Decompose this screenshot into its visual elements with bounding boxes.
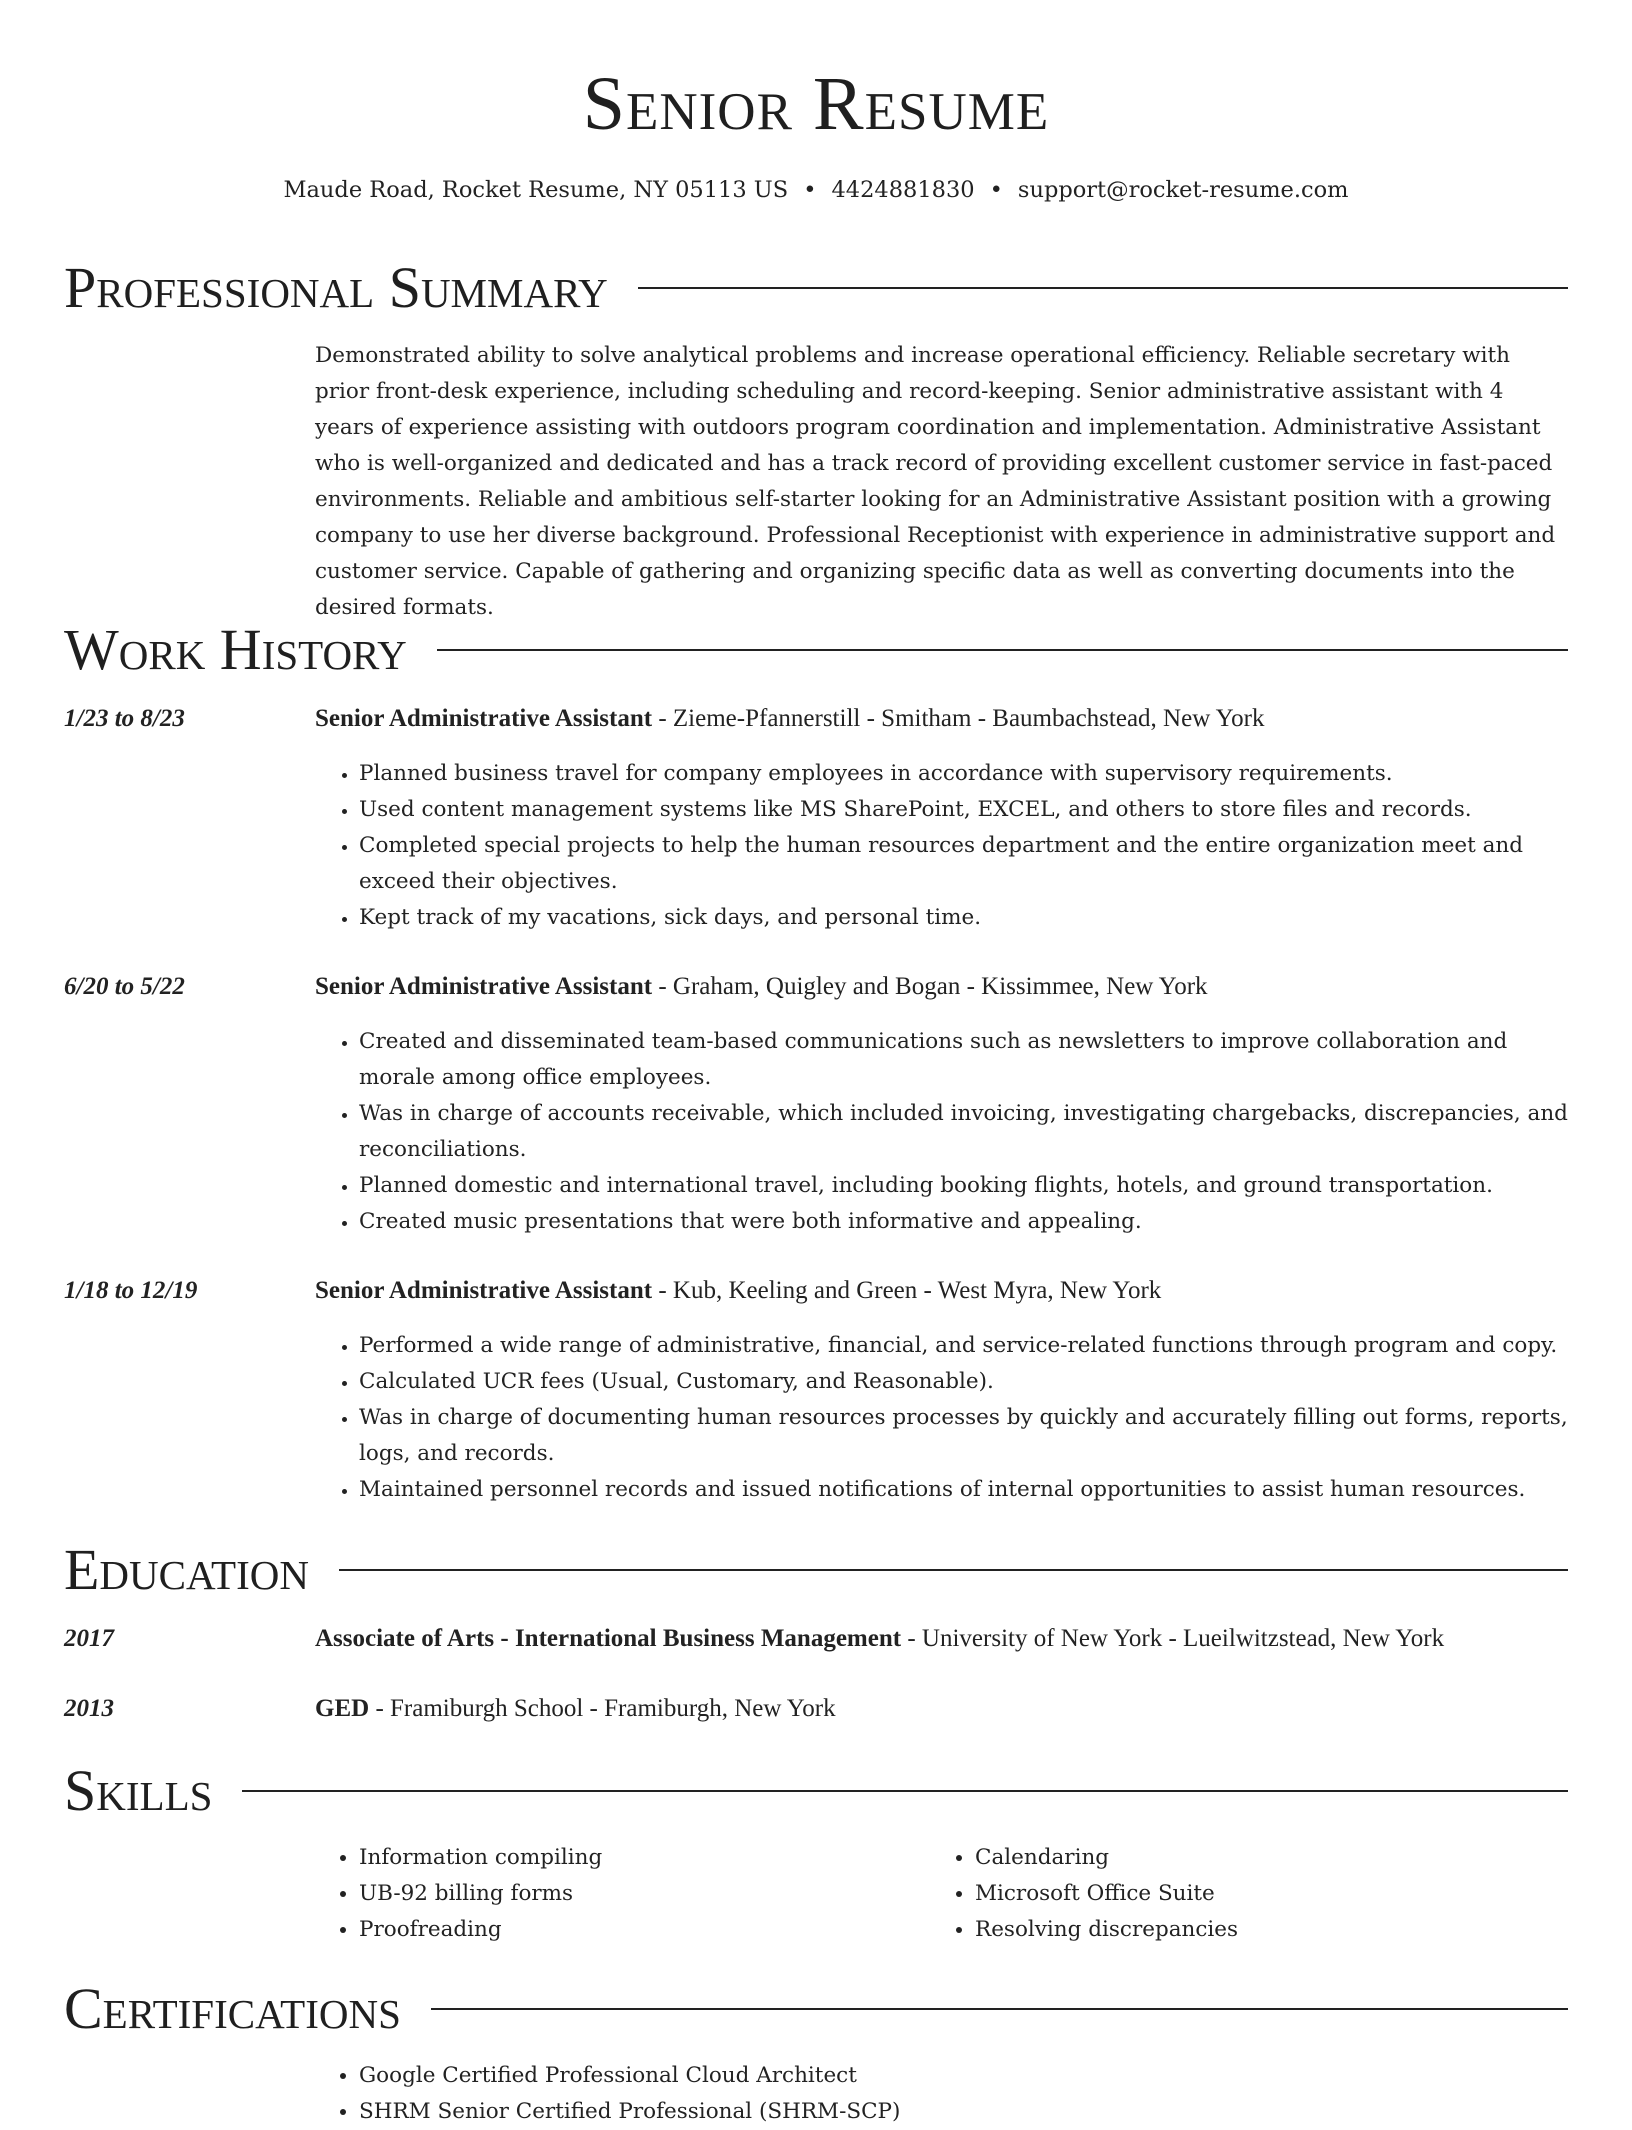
job-bullet: • Completed special projects to help the human resources department and the entire organization meet and exceed their objectives. (359, 828, 1568, 900)
job-bullet: • Kept track of my vacations, sick days, and personal time. (359, 900, 1568, 936)
section-title-education: Education (64, 1537, 309, 1602)
job-bullet: • Created and disseminated team-based communications such as newsletters to improve collaboration and morale among office employees. (359, 1024, 1568, 1096)
job-bullet: • Created music presentations that were both informative and appealing. (359, 1204, 1568, 1240)
job-bullet: • Performed a wide range of administrative, financial, and service-related functions through program and copy. (359, 1328, 1568, 1364)
summary-text: Demonstrated ability to solve analytical problems and increase operational efficiency. Reliable secretary with prior front-desk experience, including scheduling and record-keeping. Senior administrative assistant with 4 years of experience assisting with outdoors program coordination and implementation. Administrative Assistant who is well-organized and dedicated and has a track record of providing excellent customer service in fast-paced environments. Reliable and ambitious self-starter looking for an Administrative Assistant position with a growing company to use her diverse background. Professional Receptionist with experience in administrative support and customer service. Capable of gathering and organizing specific data as well as converting documents into the desired formats. (315, 343, 1556, 620)
job-title: Senior Administrative Assistant (315, 1277, 653, 1304)
separator: • (989, 177, 1003, 203)
skill-item: • Calendaring (975, 1840, 1535, 1876)
job-bullets (315, 756, 1568, 936)
section-title-skills: Skills (64, 1758, 213, 1823)
job-details: - Graham, Quigley and Bogan - Kissimmee, New York (652, 973, 1208, 1000)
job-bullet: • Used content management systems like MS SharePoint, EXCEL, and others to store files and records. (359, 792, 1568, 828)
job-bullet: • Was in charge of documenting human resources processes by quickly and accurately filling out forms, reports, logs, and records. (359, 1400, 1568, 1472)
job-title-line (315, 702, 1568, 736)
job-bullet: • Was in charge of accounts receivable, which included invoicing, investigating chargebacks, discrepancies, and reconciliations. (359, 1096, 1568, 1168)
section-title-certifications: Certifications (64, 1976, 401, 2041)
education-details: - University of New York - Lueilwitzstead, New York (901, 1625, 1445, 1652)
job-details: - Kub, Keeling and Green - West Myra, New York (652, 1277, 1162, 1304)
skills-list-left (315, 1840, 919, 1948)
contact-line (0, 173, 1632, 207)
job-dates: 1/23 to 8/23 (64, 705, 185, 732)
job-details: - Zieme-Pfannerstill - Smitham - Baumbachstead, New York (652, 705, 1265, 732)
phone: 4424881830 (831, 177, 975, 203)
job-title: Senior Administrative Assistant (315, 973, 653, 1000)
section-divider (638, 287, 1568, 289)
section-title-work: Work History (64, 617, 407, 682)
address: Maude Road, Rocket Resume, NY 05113 US (283, 177, 789, 203)
resume-name: Senior Resume (582, 62, 1050, 146)
education-line (315, 1692, 1568, 1726)
education-degree: Associate of Arts - International Business Management (315, 1625, 902, 1652)
certification-item: • SHRM Senior Certified Professional (SHRM-SCP) (359, 2094, 1612, 2130)
job-title-line (315, 1274, 1568, 1308)
work-heading-row (64, 615, 1568, 685)
skills-list-right (931, 1840, 1535, 1948)
skill-item: • Resolving discrepancies (975, 1912, 1535, 1948)
job-bullet: • Calculated UCR fees (Usual, Customary, and Reasonable). (359, 1364, 1568, 1400)
job-title-line (315, 970, 1568, 1004)
job-bullet: • Maintained personnel records and issued notifications of internal opportunities to assist human resources. (359, 1472, 1568, 1508)
job-dates: 6/20 to 5/22 (64, 973, 185, 1000)
skill-item: • UB-92 billing forms (359, 1876, 919, 1912)
section-divider (431, 2008, 1568, 2010)
email: support@rocket-resume.com (1017, 177, 1349, 203)
job-bullet: • Planned domestic and international travel, including booking flights, hotels, and ground transportation. (359, 1168, 1568, 1204)
skills-heading-row (64, 1756, 1568, 1826)
education-year: 2013 (64, 1695, 114, 1722)
education-details: - Framiburgh School - Framiburgh, New York (369, 1695, 836, 1722)
education-year: 2017 (64, 1625, 114, 1652)
job-title: Senior Administrative Assistant (315, 705, 653, 732)
education-line (315, 1622, 1568, 1656)
section-divider (437, 649, 1568, 651)
skill-item: • Proofreading (359, 1912, 919, 1948)
section-title-summary: Professional Summary (64, 255, 608, 320)
certifications-heading-row (64, 1974, 1568, 2044)
job-bullet: • Planned business travel for company employees in accordance with supervisory requirements. (359, 756, 1568, 792)
skill-item: • Information compiling (359, 1840, 919, 1876)
job-bullets (315, 1328, 1568, 1508)
section-divider (339, 1569, 1568, 1571)
skill-item: • Microsoft Office Suite (975, 1876, 1535, 1912)
separator: • (803, 177, 817, 203)
certifications-list (315, 2058, 1612, 2130)
certification-item: • Google Certified Professional Cloud Architect (359, 2058, 1612, 2094)
section-divider (242, 1790, 1568, 1792)
summary-heading-row (64, 253, 1568, 323)
education-heading-row (64, 1535, 1568, 1605)
job-bullets (315, 1024, 1568, 1240)
education-degree: GED (315, 1695, 370, 1722)
job-dates: 1/18 to 12/19 (64, 1277, 198, 1304)
